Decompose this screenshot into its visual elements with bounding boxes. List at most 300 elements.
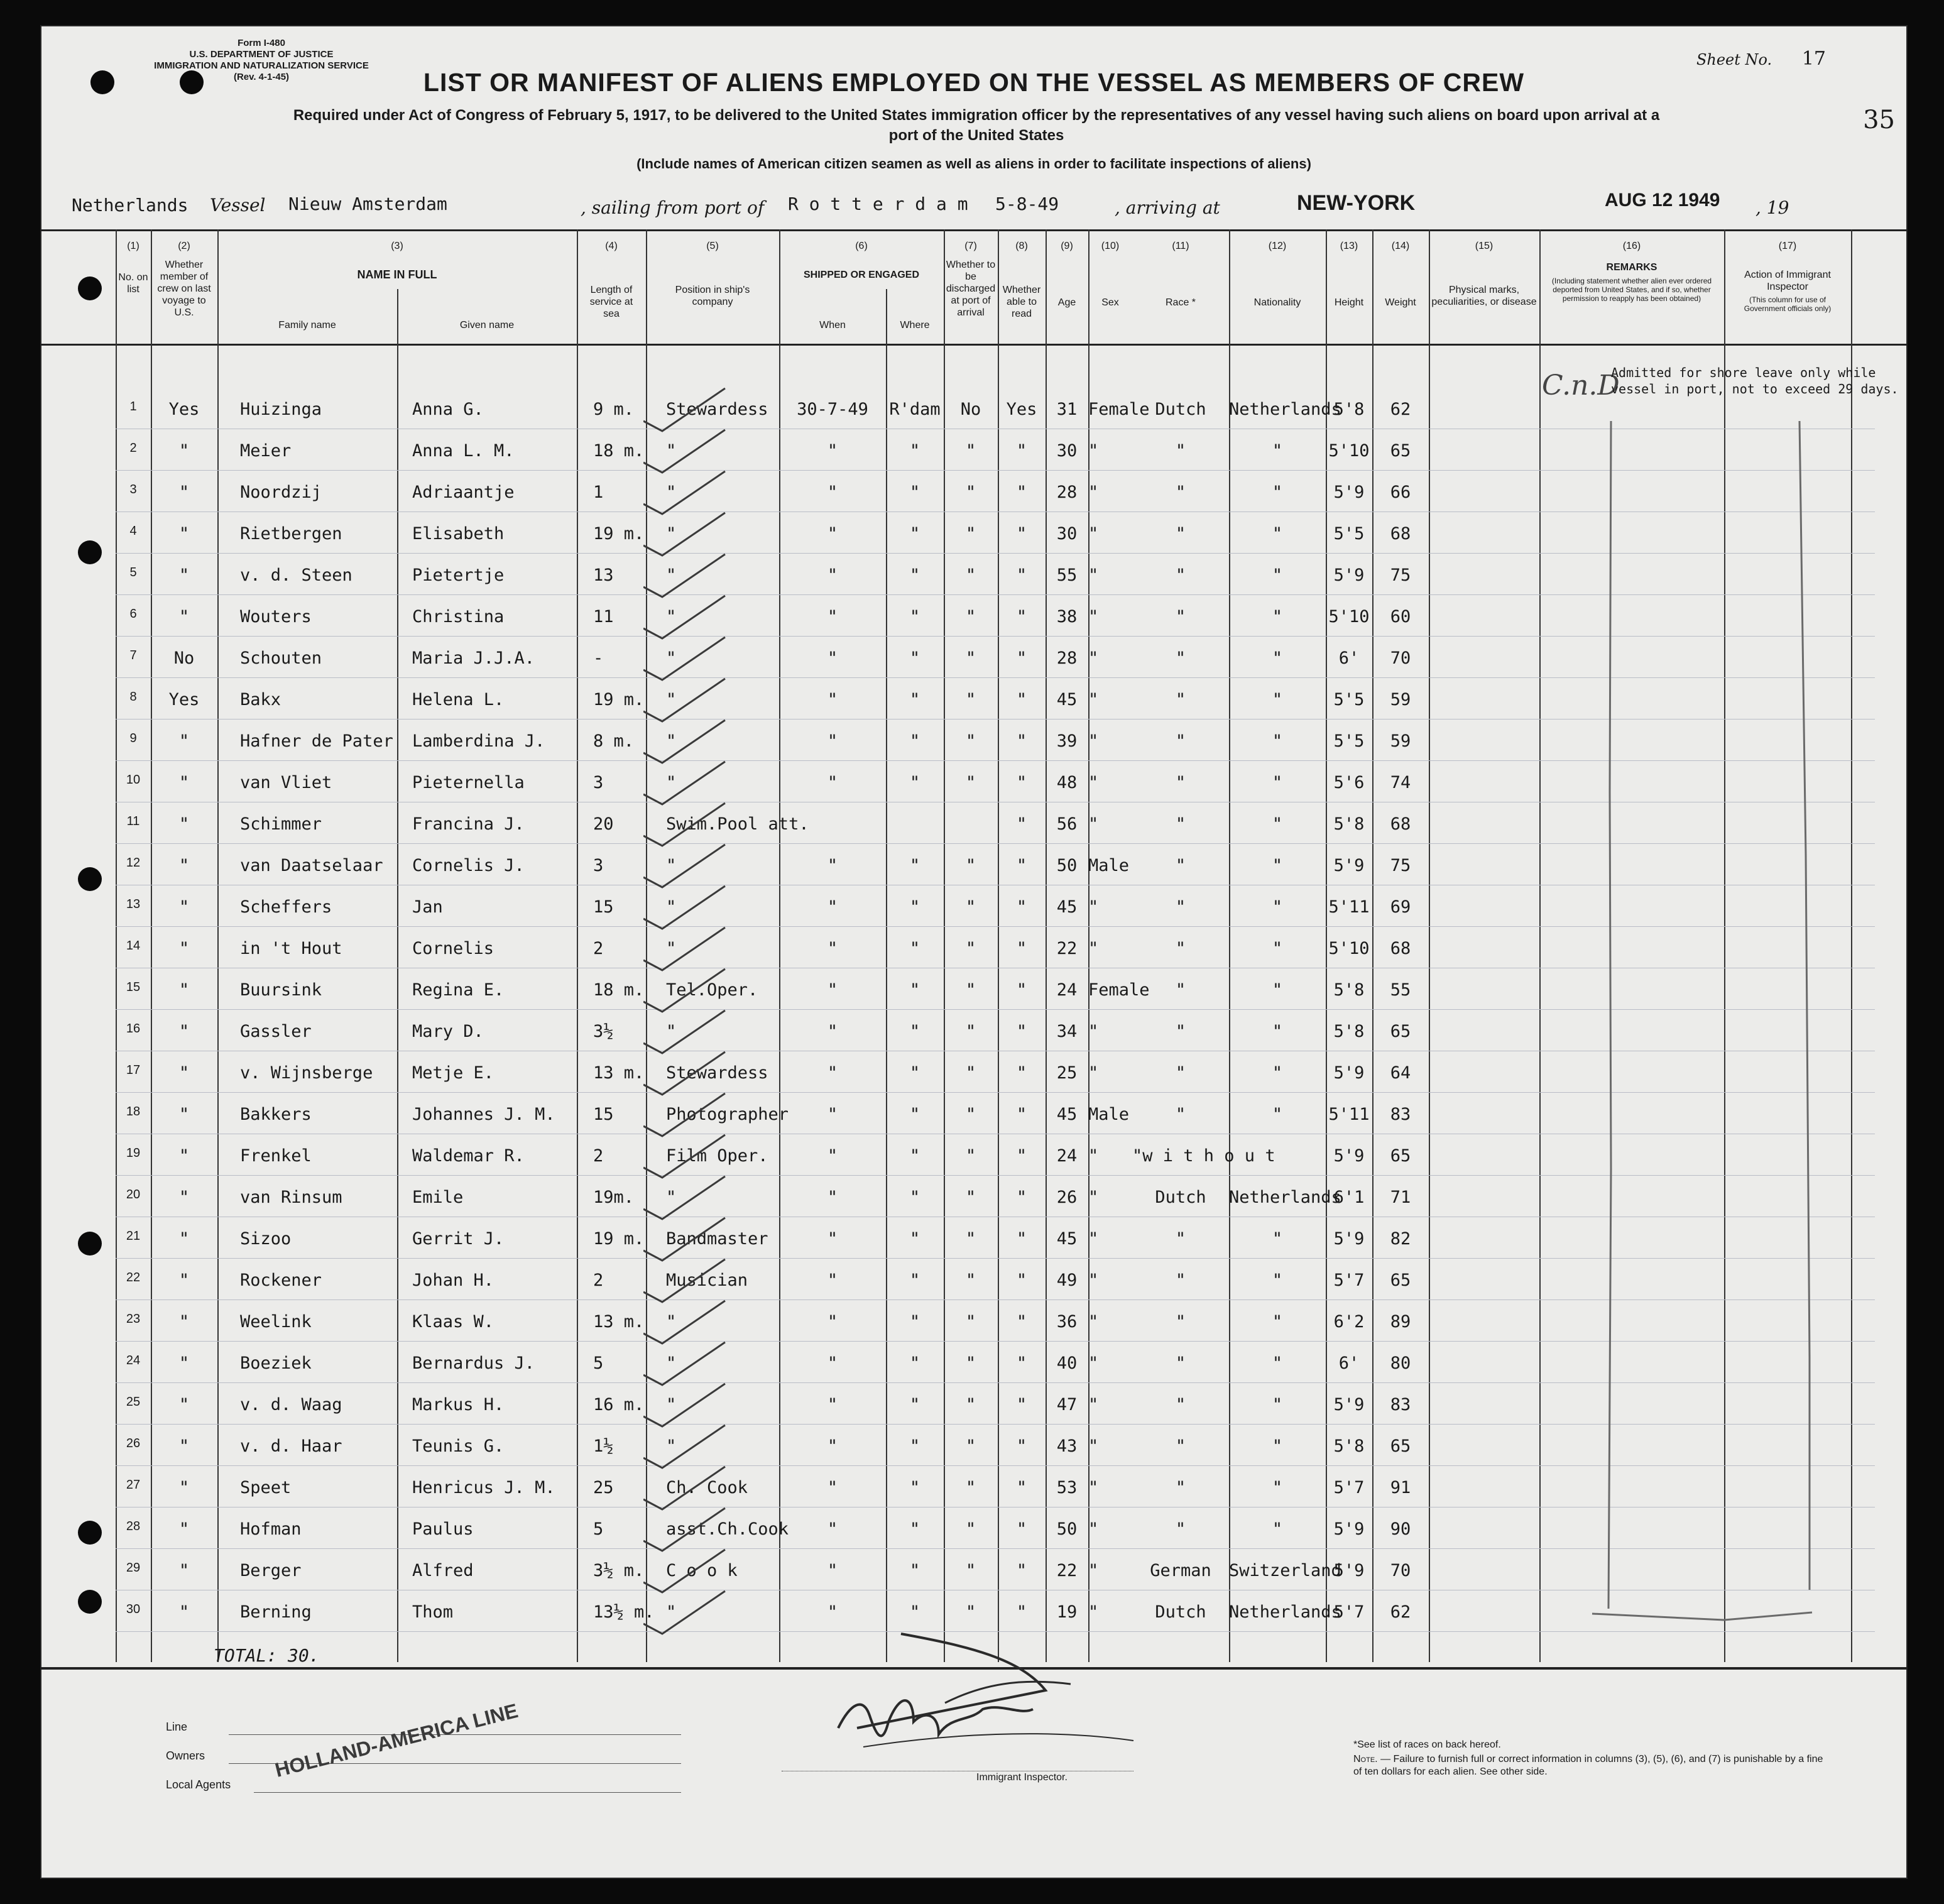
- length-of-service: 15: [593, 1105, 614, 1124]
- header-weight: Weight: [1385, 297, 1416, 308]
- column-number: (7): [964, 241, 977, 251]
- header-remarks: REMARKS: [1606, 262, 1657, 273]
- sex: ": [1088, 1519, 1099, 1539]
- height: 5'8: [1333, 1436, 1365, 1456]
- include-note: (Include names of American citizen seamen as well as aliens in order to facilitate inspections of aliens): [636, 156, 1311, 172]
- family-name: Gassler: [240, 1022, 312, 1041]
- race: ": [1175, 980, 1186, 1000]
- race: ": [1175, 1478, 1186, 1497]
- age: 24: [1056, 980, 1078, 1000]
- age: 45: [1056, 1229, 1078, 1249]
- inspector-signature: [782, 1621, 1259, 1772]
- row-number: 3: [129, 483, 137, 496]
- row-number: 18: [126, 1105, 141, 1119]
- height: 5'8: [1333, 980, 1365, 1000]
- given-name: Jan: [412, 897, 443, 917]
- check-mark: [643, 886, 725, 929]
- to-be-discharged: ": [965, 939, 976, 958]
- sailing-label: , sailing from port of: [581, 197, 765, 218]
- shipped-where: ": [909, 1312, 920, 1332]
- column-number: (9): [1061, 241, 1073, 251]
- nationality: ": [1272, 1022, 1283, 1041]
- header-action-note: (This column for use of Government officials only): [1744, 295, 1832, 313]
- family-name: Sizoo: [240, 1229, 292, 1249]
- family-name: Meier: [240, 441, 292, 461]
- length-of-service: 15: [593, 897, 614, 917]
- row-number: 27: [126, 1478, 141, 1492]
- race: ": [1175, 1436, 1186, 1456]
- shipped-when: ": [827, 1602, 838, 1622]
- sex: Male: [1088, 1105, 1130, 1124]
- height: 5'6: [1333, 773, 1365, 792]
- position: C o o k: [666, 1561, 738, 1580]
- sex: ": [1088, 1561, 1099, 1580]
- able-to-read: ": [1016, 1063, 1027, 1083]
- position: ": [666, 1354, 677, 1373]
- sex: ": [1088, 607, 1099, 626]
- family-name: Berger: [240, 1561, 302, 1580]
- given-name: Anna L. M.: [412, 441, 515, 461]
- family-name: v. d. Haar: [240, 1436, 342, 1456]
- prev-voyage: ": [178, 483, 190, 502]
- sex: ": [1088, 1395, 1099, 1414]
- race: ": [1175, 1354, 1186, 1373]
- age: 45: [1056, 690, 1078, 709]
- weight: 75: [1390, 856, 1411, 875]
- check-mark: [643, 388, 725, 431]
- given-name: Thom: [412, 1602, 454, 1622]
- shipped-when: 30-7-49: [797, 400, 868, 419]
- prev-voyage: ": [178, 731, 190, 751]
- sex: ": [1088, 1478, 1099, 1497]
- row-number: 9: [129, 731, 137, 745]
- family-name: Schouten: [240, 648, 322, 668]
- able-to-read: ": [1016, 566, 1027, 585]
- check-mark: [643, 430, 725, 473]
- to-be-discharged: ": [965, 1519, 976, 1539]
- length-of-service: 3½: [593, 1022, 614, 1041]
- able-to-read: ": [1016, 1478, 1027, 1497]
- nationality: ": [1272, 814, 1283, 834]
- length-of-service: 1½: [593, 1436, 614, 1456]
- header-shipped: SHIPPED OR ENGAGED: [803, 270, 920, 280]
- inspector-label: Immigrant Inspector.: [976, 1772, 1068, 1783]
- race: German: [1150, 1561, 1211, 1580]
- sex: ": [1088, 524, 1099, 544]
- length-of-service: 19 m.: [593, 524, 645, 544]
- race: ": [1175, 1312, 1186, 1332]
- prev-voyage: ": [178, 1105, 190, 1124]
- punch-hole: [78, 540, 102, 564]
- able-to-read: ": [1016, 607, 1027, 626]
- shipped-where: ": [909, 939, 920, 958]
- race: ": [1175, 773, 1186, 792]
- nationality: ": [1272, 731, 1283, 751]
- length-of-service: 13: [593, 566, 614, 585]
- check-mark: [643, 513, 725, 555]
- sex: ": [1088, 483, 1099, 502]
- shipped-when: ": [827, 441, 838, 461]
- to-be-discharged: ": [965, 1188, 976, 1207]
- prev-voyage: ": [178, 1146, 190, 1166]
- shipped-when: ": [827, 566, 838, 585]
- family-name: in 't Hout: [240, 939, 342, 958]
- family-name: Hafner de Pater: [240, 731, 393, 751]
- row-number: 24: [126, 1354, 141, 1367]
- prev-voyage: ": [178, 1229, 190, 1249]
- remarks-initials: C.n.D: [1542, 369, 1620, 402]
- check-mark: [643, 679, 725, 721]
- height: 5'7: [1333, 1478, 1365, 1497]
- total-count: TOTAL: 30.: [214, 1645, 320, 1666]
- to-be-discharged: ": [965, 731, 976, 751]
- check-mark: [643, 1384, 725, 1426]
- family-name: v. Wijnsberge: [240, 1063, 373, 1083]
- family-name: Hofman: [240, 1519, 302, 1539]
- able-to-read: ": [1016, 1022, 1027, 1041]
- sex: ": [1088, 1022, 1099, 1041]
- vessel-line: [72, 190, 1818, 221]
- given-name: Pieternella: [412, 773, 525, 792]
- column-number: (16): [1622, 241, 1641, 251]
- row-number: 2: [129, 441, 137, 455]
- race: ": [1175, 483, 1186, 502]
- given-name: Waldemar R.: [412, 1146, 525, 1166]
- shipped-where: ": [909, 1519, 920, 1539]
- position: Photographer: [666, 1105, 789, 1124]
- weight: 60: [1390, 607, 1411, 626]
- shipped-when: ": [827, 648, 838, 668]
- age: 22: [1056, 1561, 1078, 1580]
- shipped-where: ": [909, 897, 920, 917]
- to-be-discharged: ": [965, 1146, 976, 1166]
- nationality: ": [1272, 1436, 1283, 1456]
- nationality: ": [1272, 939, 1283, 958]
- shipped-when: ": [827, 980, 838, 1000]
- shipped-where: ": [909, 856, 920, 875]
- position: Ch. Cook: [666, 1478, 748, 1497]
- position: Swim.Pool att.: [666, 814, 809, 834]
- prev-voyage: ": [178, 1436, 190, 1456]
- header-age: Age: [1057, 297, 1076, 308]
- page-title: LIST OR MANIFEST OF ALIENS EMPLOYED ON THE VESSEL AS MEMBERS OF CREW: [423, 68, 1525, 97]
- age: 30: [1056, 524, 1078, 544]
- age: 45: [1056, 1105, 1078, 1124]
- given-name: Cornelis J.: [412, 856, 525, 875]
- shipped-when: ": [827, 1478, 838, 1497]
- height: 5'9: [1333, 483, 1365, 502]
- position: Film Oper.: [666, 1146, 768, 1166]
- shipped-where: ": [909, 648, 920, 668]
- age: 31: [1056, 400, 1078, 419]
- check-mark: [643, 1010, 725, 1053]
- header-physical-marks: Physical marks, peculiarities, or disease: [1431, 285, 1537, 307]
- given-name: Emile: [412, 1188, 464, 1207]
- row-number: 6: [129, 607, 137, 621]
- row-number: 25: [126, 1395, 141, 1409]
- shipped-when: ": [827, 897, 838, 917]
- race: ": [1175, 524, 1186, 544]
- age: 56: [1056, 814, 1078, 834]
- race: ": [1175, 1022, 1186, 1041]
- nationality: Netherlands: [1229, 1188, 1341, 1207]
- sex: ": [1088, 1436, 1099, 1456]
- length-of-service: -: [593, 648, 604, 668]
- family-name: Rietbergen: [240, 524, 342, 544]
- column-number: (6): [855, 241, 868, 251]
- prev-voyage: No: [173, 648, 195, 668]
- weight: 83: [1390, 1105, 1411, 1124]
- age: 26: [1056, 1188, 1078, 1207]
- shipped-where: ": [909, 1271, 920, 1290]
- weight: 59: [1390, 731, 1411, 751]
- header-no-on-list: No. on list: [118, 272, 148, 295]
- header-where: Where: [900, 320, 930, 331]
- family-name: Huizinga: [240, 400, 322, 419]
- height: 5'9: [1333, 1395, 1365, 1414]
- race: Dutch: [1155, 1188, 1206, 1207]
- arrival-port-stamp: NEW-YORK: [1297, 191, 1416, 215]
- family-name: v. d. Steen: [240, 566, 352, 585]
- given-name: Paulus: [412, 1519, 474, 1539]
- shipped-when: ": [827, 607, 838, 626]
- weight: 71: [1390, 1188, 1411, 1207]
- row-number: 7: [129, 648, 137, 662]
- to-be-discharged: ": [965, 897, 976, 917]
- family-name: Boeziek: [240, 1354, 312, 1373]
- shipped-where: ": [909, 1478, 920, 1497]
- shipped-when: ": [827, 524, 838, 544]
- family-name: Noordzij: [240, 483, 322, 502]
- sheet-number: [1696, 48, 1826, 70]
- check-mark: [643, 969, 725, 1012]
- row-number: 13: [126, 897, 141, 911]
- position: Musician: [666, 1271, 748, 1290]
- to-be-discharged: ": [965, 1271, 976, 1290]
- able-to-read: ": [1016, 1146, 1027, 1166]
- race: ": [1175, 814, 1186, 834]
- nationality: ": [1272, 1354, 1283, 1373]
- able-to-read: ": [1016, 483, 1027, 502]
- shipped-when: ": [827, 1063, 838, 1083]
- year-label: , 19: [1756, 197, 1789, 218]
- row-number: 16: [126, 1022, 141, 1036]
- sex: ": [1088, 648, 1099, 668]
- length-of-service: 3½ m.: [593, 1561, 645, 1580]
- required-line: port of the United States: [888, 127, 1064, 144]
- able-to-read: ": [1016, 1354, 1027, 1373]
- race: ": [1175, 1229, 1186, 1249]
- check-mark: [643, 1342, 725, 1385]
- family-name: Speet: [240, 1478, 292, 1497]
- age: 55: [1056, 566, 1078, 585]
- given-name: Gerrit J.: [412, 1229, 505, 1249]
- prev-voyage: ": [178, 897, 190, 917]
- length-of-service: 11: [593, 607, 614, 626]
- position: ": [666, 731, 677, 751]
- header-when: When: [819, 320, 846, 331]
- age: 25: [1056, 1063, 1078, 1083]
- race: ": [1175, 856, 1186, 875]
- note-text: — Failure to furnish full or correct information in columns (3), (5), (6), and (7) is punishable by a fine of ten dollars for each alien. See other side.: [1353, 1754, 1823, 1777]
- column-rule: [577, 229, 578, 1662]
- weight: 74: [1390, 773, 1411, 792]
- given-name: Johannes J. M.: [412, 1105, 555, 1124]
- shipped-where: ": [909, 566, 920, 585]
- height: 6': [1338, 1354, 1360, 1373]
- position: ": [666, 607, 677, 626]
- race: ": [1175, 1105, 1186, 1124]
- row-number: 20: [126, 1188, 141, 1201]
- position: ": [666, 648, 677, 668]
- row-number: 23: [126, 1312, 141, 1326]
- sex: ": [1088, 773, 1099, 792]
- able-to-read: ": [1016, 1271, 1027, 1290]
- check-mark: [643, 596, 725, 638]
- column-number: (8): [1015, 241, 1028, 251]
- height: 5'10: [1328, 607, 1370, 626]
- weight: 89: [1390, 1312, 1411, 1332]
- nationality: ": [1272, 980, 1283, 1000]
- check-mark: [643, 1301, 725, 1343]
- check-mark: [643, 1591, 725, 1634]
- prev-voyage: ": [178, 1022, 190, 1041]
- to-be-discharged: ": [965, 773, 976, 792]
- nationality: ": [1272, 1519, 1283, 1539]
- shipped-where: ": [909, 1022, 920, 1041]
- family-name: Schimmer: [240, 814, 322, 834]
- shipped-when: ": [827, 773, 838, 792]
- height: 5'11: [1328, 1105, 1370, 1124]
- race: Dutch: [1155, 400, 1206, 419]
- nationality: ": [1272, 483, 1283, 502]
- check-mark: [643, 845, 725, 887]
- length-of-service: 9 m.: [593, 400, 635, 419]
- race: ": [1175, 607, 1186, 626]
- prev-voyage: ": [178, 441, 190, 461]
- to-be-discharged: ": [965, 607, 976, 626]
- race: ": [1175, 897, 1186, 917]
- nationality: ": [1272, 690, 1283, 709]
- nationality: ": [1272, 773, 1283, 792]
- sex: ": [1088, 566, 1099, 585]
- arriving-label: , arriving at: [1115, 197, 1220, 218]
- able-to-read: ": [1016, 897, 1027, 917]
- length-of-service: 13 m.: [593, 1312, 645, 1332]
- nationality: Netherlands: [1229, 1602, 1341, 1622]
- form-number: Form I-480: [238, 38, 285, 48]
- shipped-when: ": [827, 939, 838, 958]
- age: 34: [1056, 1022, 1078, 1041]
- to-be-discharged: ": [965, 1436, 976, 1456]
- able-to-read: ": [1016, 856, 1027, 875]
- able-to-read: ": [1016, 441, 1027, 461]
- length-of-service: 18 m.: [593, 980, 645, 1000]
- height: 5'9: [1333, 1146, 1365, 1166]
- length-of-service: 25: [593, 1478, 614, 1497]
- row-number: 29: [126, 1561, 141, 1575]
- height: 5'8: [1333, 814, 1365, 834]
- length-of-service: 16 m.: [593, 1395, 645, 1414]
- shipped-where: ": [909, 1146, 920, 1166]
- given-name: Pietertje: [412, 566, 505, 585]
- column-number: (1): [127, 241, 139, 251]
- length-of-service: 13 m.: [593, 1063, 645, 1083]
- to-be-discharged: ": [965, 1561, 976, 1580]
- given-name: Metje E.: [412, 1063, 494, 1083]
- able-to-read: ": [1016, 690, 1027, 709]
- position: ": [666, 441, 677, 461]
- prev-voyage: Yes: [168, 690, 200, 709]
- shipped-when: ": [827, 1229, 838, 1249]
- prev-voyage: ": [178, 980, 190, 1000]
- to-be-discharged: ": [965, 856, 976, 875]
- column-rule: [397, 289, 398, 1662]
- check-mark: [643, 803, 725, 846]
- prev-voyage: ": [178, 1561, 190, 1580]
- family-name: Rockener: [240, 1271, 322, 1290]
- races-note: *See list of races on back hereof.: [1353, 1739, 1501, 1750]
- prev-voyage: ": [178, 1271, 190, 1290]
- age: 53: [1056, 1478, 1078, 1497]
- length-of-service: 19m.: [593, 1188, 635, 1207]
- length-of-service: 19 m.: [593, 690, 645, 709]
- agents-label: Local Agents: [166, 1778, 231, 1791]
- shipped-when: ": [827, 856, 838, 875]
- able-to-read: ": [1016, 1312, 1027, 1332]
- header-able-to-read: Whether able to read: [1002, 285, 1041, 319]
- height: 6': [1338, 648, 1360, 668]
- height: 5'7: [1333, 1271, 1365, 1290]
- row-number: 1: [129, 400, 137, 413]
- age: 43: [1056, 1436, 1078, 1456]
- length-of-service: 19 m.: [593, 1229, 645, 1249]
- given-name: Helena L.: [412, 690, 505, 709]
- prev-voyage: ": [178, 1519, 190, 1539]
- shipped-when: ": [827, 1561, 838, 1580]
- to-be-discharged: ": [965, 1478, 976, 1497]
- owners-label: Owners: [166, 1749, 205, 1762]
- shipped-where: ": [909, 731, 920, 751]
- sex: ": [1088, 897, 1099, 917]
- prev-voyage: ": [178, 1063, 190, 1083]
- row-number: 4: [129, 524, 137, 538]
- holland-america-stamp: HOLLAND-AMERICA LINE: [273, 1699, 520, 1781]
- header-nationality: Nationality: [1253, 297, 1301, 308]
- nationality: ": [1272, 1478, 1283, 1497]
- family-name: Wouters: [240, 607, 312, 626]
- prev-voyage: ": [178, 1478, 190, 1497]
- height: 5'8: [1333, 400, 1365, 419]
- length-of-service: 3: [593, 773, 604, 792]
- race: ": [1175, 1519, 1186, 1539]
- nationality: ": [1272, 1312, 1283, 1332]
- departure-date: 5-8-49: [995, 194, 1059, 214]
- height: 6'1: [1333, 1188, 1365, 1207]
- prev-voyage: ": [178, 566, 190, 585]
- length-of-service: 20: [593, 814, 614, 834]
- row-number: 11: [126, 814, 140, 828]
- family-name: Berning: [240, 1602, 312, 1622]
- sex: Female: [1088, 980, 1150, 1000]
- length-of-service: 2: [593, 1146, 604, 1166]
- to-be-discharged: ": [965, 1354, 976, 1373]
- punch-hole: [78, 1590, 102, 1614]
- shipped-when: ": [827, 1395, 838, 1414]
- column-number: (10): [1101, 241, 1120, 251]
- length-of-service: 18 m.: [593, 441, 645, 461]
- nationality: ": [1272, 607, 1283, 626]
